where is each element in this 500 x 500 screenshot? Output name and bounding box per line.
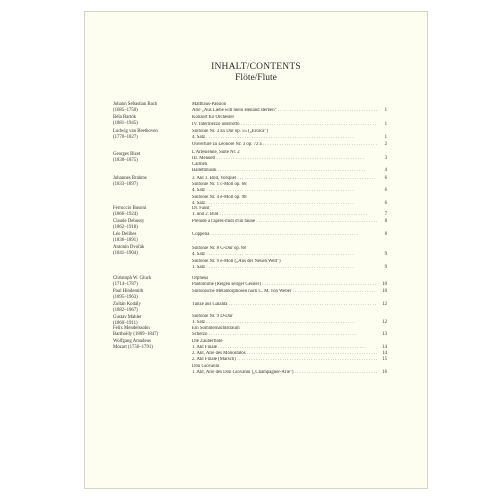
work-title: Carmen [192,162,208,167]
work-entry [192,219,378,225]
page-number: 15 [377,357,387,363]
composer-name: Paul Hindemith [113,289,144,294]
work-title: Sinfonie Nr. 1 c-Moll op. 68 [192,182,247,187]
work-title: Sinfonie Nr. 9 e-Moll („Aus der Neuen Welt") [192,259,281,264]
work-title: Don Giovanni [192,364,220,369]
work-entry [192,188,378,194]
page-number: 9 [377,252,387,258]
work-entry [192,108,378,114]
work-entry [192,370,378,376]
page-number: 9 [377,265,387,271]
composer-dates: (1836–1891) [113,238,138,243]
page-number: 13 [377,332,387,338]
page-number: 6 [377,188,387,194]
work-title: Tänze aus Galanta [192,302,228,307]
composer-name: Claude Debussy [113,219,145,224]
page-number: 10 [377,282,387,288]
composer-dates: (1714–1787) [113,282,138,287]
work-title: 1. Akt, Arie des Don Giovanni („Champagner-Arie") [192,370,294,375]
composer-dates: (1770–1827) [113,135,138,140]
composer-name: Wolfgang Amadeus [113,339,151,344]
composer-name: Johannes Brahms [113,176,147,181]
page-number: 3 [377,156,387,162]
composer-dates: (1838–1875) [113,158,138,163]
composer-name: Christoph W. Gluck [113,276,152,281]
page-number: 7 [377,212,387,218]
work-title: 1. Akt Finale [192,345,217,350]
composer-name: Antonín Dvořák [113,245,145,250]
composer-name: Felix Mendelssohn [113,326,150,331]
composer-dates: (1866–1924) [113,212,138,217]
composer-name: Gustav Mahler [113,315,142,320]
work-title: 4. Satz [192,201,206,206]
composer-name: Ferruccio Busoni [113,206,147,211]
work-entry [192,168,378,174]
page-number: 1 [377,122,387,128]
work-title: 4. Satz [192,252,206,257]
page-number: 6 [377,201,387,207]
work-entry [192,122,378,128]
page-number: 10 [377,289,387,295]
composer-dates: (1841–1904) [113,251,138,256]
work-title: Arie „Aus Liebe will mein Heiland sterben" [192,108,277,113]
work-title: Sinfonie Nr. 4 e-Moll op. 98 [192,195,247,200]
work-title: Ouverture zu Leonore Nr. 3 op. 72 a [192,142,262,147]
work-entry [192,282,378,288]
composer-dates: Mozart (1756–1791) [113,345,153,350]
work-entry [192,332,378,338]
work-entry [192,232,378,238]
work-title: Die Zauberflöte [192,339,223,344]
work-entry [192,115,378,121]
work-title: Konzert für Orchester [192,115,235,120]
work-title: III. Menuett [192,156,216,161]
composer-name: Léo Delibes [113,232,137,237]
page-number: 2 [377,142,387,148]
work-entry [192,289,378,295]
page-number: 8 [377,232,387,238]
page-number: 14 [377,345,387,351]
composer-name: Georges Bizet [113,152,141,157]
composer-dates: (1685–1750) [113,108,138,113]
page-number: 16 [377,370,387,376]
work-title: Scherzo [192,332,208,337]
work-entry [192,252,378,258]
work-entry [192,135,378,141]
work-title: IV. Intermezzo interrotto [192,122,240,127]
work-title: Matthäus-Passion [192,102,227,107]
composer-dates: (1881–1945) [113,121,138,126]
page-number: 1 [377,135,387,141]
work-title: Prélude à l'après-midi d'un faune [192,219,256,224]
page-number: 4 [377,168,387,174]
work-entry [192,265,378,271]
page-number: 6 [377,176,387,182]
page-number: 14 [377,351,387,357]
work-title: Sinfonische Metamorphosen nach C. M. von Weber [192,289,292,294]
work-title: Ein Sommernachtstraum [192,326,240,331]
contents-title: INHALT/CONTENTS [211,62,301,72]
work-title: 1. Satz [192,320,206,325]
work-title: Ballettmusik [192,168,217,173]
work-entry [192,357,378,363]
composer-dates: (1882–1967) [113,308,138,313]
composer-dates: (1862–1918) [113,225,138,230]
composer-dates: (1895–1963) [113,295,138,300]
page-number: 12 [377,320,387,326]
work-title: 4. Satz [192,135,206,140]
work-title: 1. und 2. Bild [192,212,219,217]
work-title: Sinfonie Nr. 3 Es Dur op. 55 („Eroica") [192,129,268,134]
work-title: 1. Satz [192,265,206,270]
work-title: 2. Akt, Arie des Monostatos [192,351,246,356]
composer-name: Ludwig van Beethoven [113,129,158,134]
work-title: Sinfonie Nr. 8 G-Dur op. 88 [192,246,246,251]
work-title: Orpheus [192,276,209,281]
work-title: Coppelia [192,232,210,237]
composer-name: Johann Sebastian Bach [113,102,158,107]
composer-dates: (1860–1911) [113,321,138,326]
work-title: Sinfonie Nr. 9 D-Dur [192,314,233,319]
work-entry [192,142,378,148]
page-number: 12 [377,302,387,308]
composer-dates: Bartholdy (1809–1847) [113,332,159,337]
document-page [84,11,428,489]
composer-name: Béla Bartók [113,115,137,120]
composer-dates: (1833–1897) [113,182,138,187]
contents-subtitle: Flöte/Flute [235,73,277,83]
work-title: L'Arlésienne, Suite Nr. 2 [192,150,240,155]
work-title: Pantomime (Reigen seliger Geister) [192,282,261,287]
page-number: 1 [377,108,387,114]
work-title: 3. Akt 1. Bild, Vorspiel [192,176,237,181]
work-entry [192,212,378,218]
work-title: 4. Satz [192,188,206,193]
work-title: 2. Akt Finale (Marsch) [192,357,236,362]
page-number: 8 [377,219,387,225]
work-entry [192,302,378,308]
composer-name: Zoltán Kodály [113,302,141,307]
work-title: Dr. Faust [192,206,210,211]
